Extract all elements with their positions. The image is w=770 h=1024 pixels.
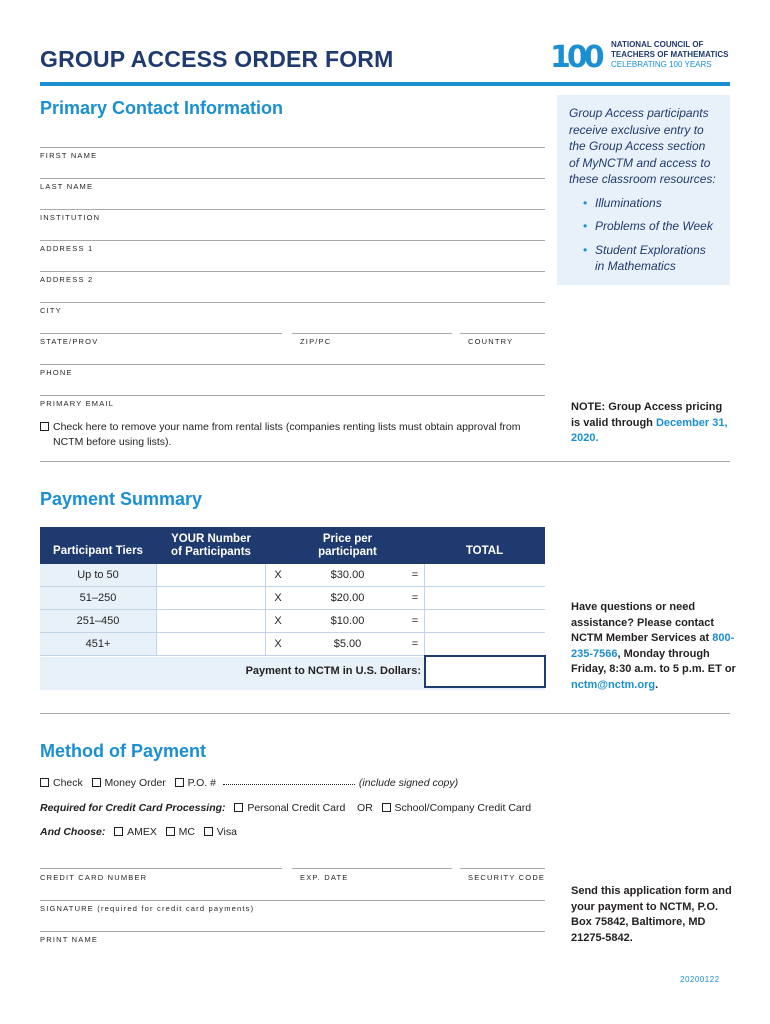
total-input[interactable]: [424, 587, 545, 609]
cc-type-row: Required for Credit Card Processing: Personal Credit Card OR School/Company Credit Card: [40, 802, 532, 814]
col-total: TOTAL: [465, 545, 504, 557]
payment-total-input[interactable]: [424, 655, 546, 688]
tier-label: 451+: [85, 638, 111, 650]
logo-line-2: TEACHERS OF MATHEMATICS: [611, 50, 729, 59]
participant-input[interactable]: [156, 587, 266, 609]
address2-field[interactable]: [40, 284, 545, 302]
print-name-label: PRINT NAME: [40, 935, 99, 944]
print-name-field[interactable]: [40, 913, 545, 931]
total-input[interactable]: [424, 610, 545, 632]
price-cell: $5.00: [333, 638, 362, 650]
state-line: [40, 333, 282, 334]
method-heading: Method of Payment: [40, 741, 207, 761]
exp-label: EXP. DATE: [300, 873, 349, 882]
col-price: Price per participant: [318, 533, 377, 558]
exp-line: [292, 868, 452, 869]
country-line: [460, 333, 545, 334]
group-access-info-box: [557, 95, 730, 285]
help-contact: Have questions or need assistance? Please contact NCTM Member Services at 800-235-7566, Monday through Friday, 8:30 a.m. to 5 p.m. ET or nctm@nctm.org.: [571, 601, 736, 691]
cc-number-line: [40, 868, 282, 869]
pricing-note-date: December 31, 2020.: [571, 416, 728, 444]
last-name-label: LAST NAME: [40, 182, 94, 191]
price-cell: $10.00: [330, 615, 365, 627]
col-number: YOUR Number of Participants: [171, 533, 251, 558]
pricing-note: NOTE: Group Access pricing is valid through December 31, 2020.: [571, 401, 728, 444]
address2-line: [40, 271, 545, 272]
city-label: CITY: [40, 306, 62, 315]
total-input[interactable]: [424, 633, 545, 655]
institution-field[interactable]: [40, 222, 545, 240]
personal-card-checkbox[interactable]: [234, 803, 243, 812]
section-divider: [40, 713, 730, 714]
rental-text-1: Check here to remove your name from rental lists (companies renting lists must obtain approval from: [53, 421, 521, 433]
table-row: 251–450 X $10.00 =: [40, 610, 545, 633]
price-cell: $20.00: [330, 592, 365, 604]
state-label: STATE/PROV: [40, 337, 99, 346]
resource-item: • Student Explorations in Mathematics: [583, 242, 706, 273]
signature-field[interactable]: [40, 882, 545, 900]
resource-item: • Illuminations: [583, 195, 662, 210]
form-code: 20200122: [680, 975, 720, 984]
phone-label: PHONE: [40, 368, 73, 377]
card-brand-row: And Choose: AMEX MC Visa: [40, 826, 237, 838]
institution-line: [40, 209, 545, 210]
participant-input[interactable]: [156, 564, 266, 586]
address2-label: ADDRESS 2: [40, 275, 94, 284]
payment-summary-heading: Payment Summary: [40, 489, 203, 509]
po-checkbox[interactable]: [175, 778, 184, 787]
participant-input[interactable]: [156, 633, 266, 655]
logo-mark: 100: [550, 40, 601, 75]
total-input[interactable]: [424, 564, 545, 586]
print-name-line: [40, 931, 545, 932]
price-cell: $30.00: [330, 569, 365, 581]
email-label: PRIMARY EMAIL: [40, 399, 115, 408]
security-line: [460, 868, 545, 869]
last-name-field[interactable]: [40, 191, 545, 209]
amex-checkbox[interactable]: [114, 827, 123, 836]
tier-label: 51–250: [79, 592, 117, 604]
payment-total-label: Payment to NCTM in U.S. Dollars:: [245, 665, 421, 677]
title-rule: [40, 82, 730, 86]
zip-label: ZIP/PC: [300, 337, 332, 346]
help-phone[interactable]: 800-235-7566: [571, 632, 735, 660]
email-line: [40, 395, 545, 396]
signature-label: SIGNATURE (required for credit card payments): [40, 904, 255, 913]
participant-input[interactable]: [156, 610, 266, 632]
visa-checkbox[interactable]: [204, 827, 213, 836]
address1-line: [40, 240, 545, 241]
phone-field[interactable]: [40, 377, 545, 395]
sidebar-intro: Group Access participants receive exclusive entry to the Group Access section of MyNCTM and access to these classroom resources:: [569, 106, 716, 186]
payment-type-row: Check Money Order P.O. # (include signed copy): [40, 777, 458, 789]
resource-list: [569, 195, 718, 275]
table-row: 51–250 X $20.00 =: [40, 587, 545, 610]
rental-list-option[interactable]: [40, 420, 545, 449]
phone-line: [40, 364, 545, 365]
address1-field[interactable]: [40, 253, 545, 271]
first-name-label: FIRST NAME: [40, 151, 98, 160]
logo-line-1: NATIONAL COUNCIL OF: [611, 40, 704, 49]
mc-checkbox[interactable]: [166, 827, 175, 836]
first-name-line: [40, 147, 545, 148]
city-line: [40, 302, 545, 303]
first-name-field[interactable]: [40, 160, 545, 178]
city-field[interactable]: [40, 315, 545, 333]
section-divider: [40, 461, 730, 462]
rental-text-2: NCTM before using lists).: [53, 435, 172, 448]
check-checkbox[interactable]: [40, 778, 49, 787]
cc-field[interactable]: [40, 850, 545, 868]
tier-label: Up to 50: [77, 569, 119, 581]
logo-line-3: CELEBRATING 100 YEARS: [611, 60, 712, 69]
cc-number-label: CREDIT CARD NUMBER: [40, 873, 148, 882]
state-zip-country-field[interactable]: [40, 346, 545, 364]
table-row: Up to 50 X $30.00 =: [40, 564, 545, 587]
table-row: 451+ X $5.00 =: [40, 633, 545, 656]
last-name-line: [40, 178, 545, 179]
zip-line: [292, 333, 452, 334]
contact-heading: Primary Contact Information: [40, 98, 284, 118]
po-number-field[interactable]: [223, 784, 355, 785]
money-order-checkbox[interactable]: [92, 778, 101, 787]
address1-label: ADDRESS 1: [40, 244, 94, 253]
school-card-checkbox[interactable]: [382, 803, 391, 812]
tier-label: 251–450: [76, 615, 120, 627]
nctm-logo: [550, 38, 740, 74]
security-label: SECURITY CODE: [468, 873, 546, 882]
signature-line: [40, 900, 545, 901]
country-label: COUNTRY: [468, 337, 514, 346]
institution-label: INSTITUTION: [40, 213, 101, 222]
col-tiers: Participant Tiers: [53, 545, 143, 557]
table-header: [40, 527, 545, 564]
resource-item: • Problems of the Week: [583, 219, 713, 233]
page-title: GROUP ACCESS ORDER FORM: [40, 46, 394, 72]
help-email-link[interactable]: nctm@nctm.org: [571, 678, 656, 691]
rental-checkbox[interactable]: [40, 422, 49, 431]
mailing-instructions: Send this application form and your payment to NCTM, P.O. Box 75842, Baltimore, MD 21275-5842.: [571, 885, 732, 944]
